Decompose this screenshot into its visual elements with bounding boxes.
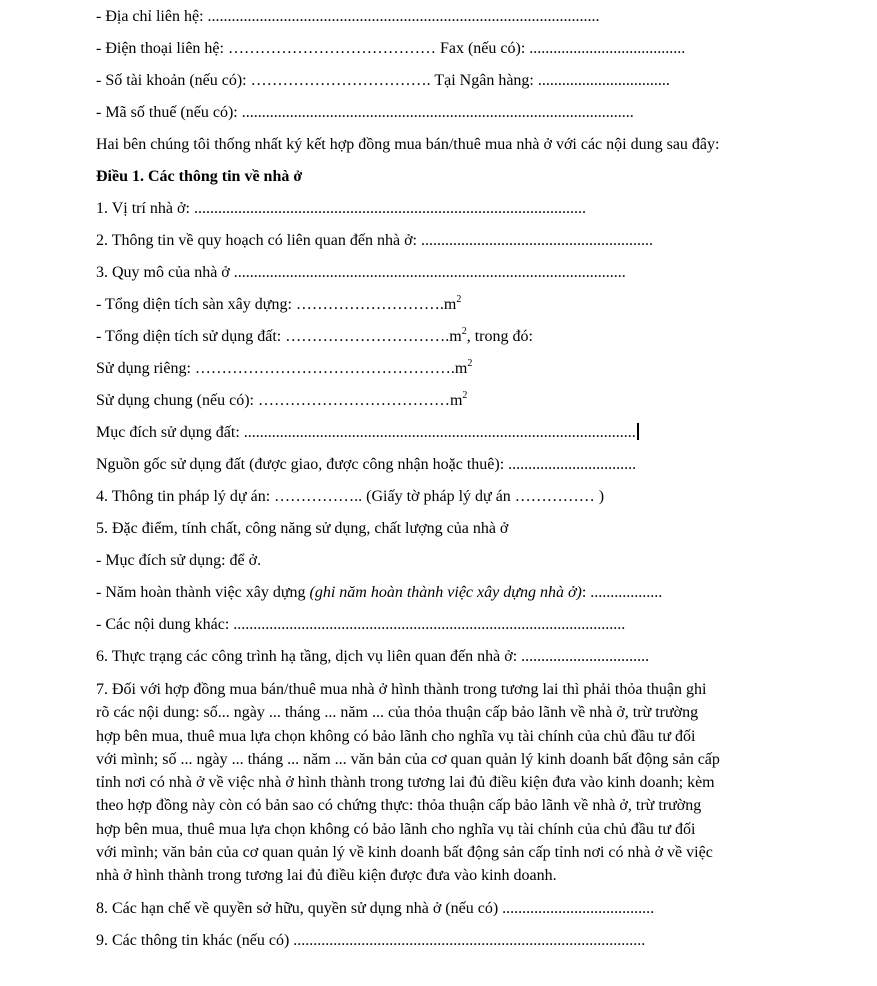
paragraph-line: 7. Đối với hợp đồng mua bán/thuê mua nhà ở hình thành trong tương lai thì phải thỏa thuận ghi — [96, 681, 707, 698]
item-2-planning: 2. Thông tin về quy hoạch có liên quan đến nhà ở: .......................................................... — [96, 232, 653, 249]
construction-year-tail: : .................. — [581, 584, 663, 601]
construction-year-line — [96, 582, 662, 604]
other-content-line: - Các nội dung khác: .................................................................................................. — [96, 616, 626, 633]
bank-account-line: - Số tài khoản (nếu có): ……………………………. Tại Ngân hàng: ................................. — [96, 72, 670, 89]
shared-use-text: Sử dụng chung (nếu có): ………………………………m — [96, 392, 463, 409]
item-3-scale: 3. Quy mô của nhà ở .................................................................................................. — [96, 264, 626, 281]
paragraph-line: với mình; văn bản của cơ quan quản lý về kinh doanh bất động sản cấp tỉnh nơi có nhà ở về việc — [96, 844, 713, 862]
item-6-infrastructure: 6. Thực trạng các công trình hạ tầng, dịch vụ liên quan đến nhà ở: ................................ — [96, 648, 650, 665]
area-superscript: 2 — [461, 326, 467, 337]
land-area-text: - Tổng diện tích sử dụng đất: ………………………….m — [96, 328, 462, 345]
agreement-intro: Hai bên chúng tôi thống nhất ký kết hợp đồng mua bán/thuê mua nhà ở với các nội dung sau đây: — [96, 136, 720, 153]
item-5-characteristics: 5. Đặc điểm, tính chất, công năng sử dụng, chất lượng của nhà ở — [96, 520, 509, 537]
land-purpose-text: Mục đích sử dụng đất: .................................................................................................. — [96, 424, 636, 441]
shared-use-line — [96, 390, 467, 412]
area-superscript: 2 — [467, 358, 473, 369]
item-4-legal-info: 4. Thông tin pháp lý dự án: …………….. (Giấy tờ pháp lý dự án …………… ) — [96, 488, 605, 505]
paragraph-line: nhà ở hình thành trong tương lai đủ điều kiện được đưa vào kinh doanh. — [96, 867, 557, 885]
item-7-paragraph — [96, 678, 786, 888]
item-1-location: 1. Vị trí nhà ở: .................................................................................................. — [96, 200, 586, 217]
paragraph-line: tỉnh nơi có nhà ở về việc nhà ở hình thành trong tương lai đủ điều kiện đưa vào kinh doanh; kèm — [96, 774, 715, 792]
paragraph-line: hợp bên mua, thuê mua lựa chọn không có bảo lãnh cho nghĩa vụ tài chính của chủ đầu tư đối — [96, 820, 696, 838]
paragraph-line: với mình; số ... ngày ... tháng ... năm ... văn bản của cơ quan quản lý kinh doanh bất động sản cấp — [96, 750, 720, 768]
land-area-suffix: , trong đó: — [466, 328, 533, 345]
item-8-restrictions: 8. Các hạn chế về quyền sở hữu, quyền sử dụng nhà ở (nếu có) ...................................... — [96, 900, 655, 917]
area-superscript: 2 — [456, 294, 462, 305]
item-9-other-info: 9. Các thông tin khác (nếu có) ........................................................................................ — [96, 932, 646, 949]
land-origin-line: Nguồn gốc sử dụng đất (được giao, được công nhận hoặc thuê): ................................ — [96, 456, 637, 473]
land-purpose-line[interactable] — [96, 422, 639, 444]
private-use-text: Sử dụng riêng: ………………………………………….m — [96, 360, 468, 377]
private-use-line — [96, 358, 472, 380]
text-cursor — [637, 423, 639, 440]
tax-code-line: - Mã số thuế (nếu có): .................................................................................................. — [96, 104, 634, 121]
paragraph-line: rõ các nội dung: số... ngày ... tháng ... năm ... của thỏa thuận cấp bảo lãnh về nhà ở, trừ trường — [96, 704, 699, 722]
article-1-heading: Điều 1. Các thông tin về nhà ở — [96, 168, 303, 185]
area-superscript: 2 — [462, 390, 468, 401]
paragraph-line: hợp bên mua, thuê mua lựa chọn không có bảo lãnh cho nghĩa vụ tài chính của chủ đầu tư đối — [96, 727, 696, 745]
floor-area-line — [96, 294, 461, 316]
construction-year-label: - Năm hoàn thành việc xây dựng — [96, 584, 310, 601]
floor-area-text: - Tổng diện tích sàn xây dựng: ……………………….m — [96, 296, 457, 313]
paragraph-line: theo hợp đồng này còn có bản sao có chứng thực: thỏa thuận cấp bảo lãnh về nhà ở, trừ trường — [96, 797, 702, 815]
usage-purpose-line: - Mục đích sử dụng: để ở. — [96, 552, 262, 569]
land-area-line — [96, 326, 533, 348]
phone-fax-line: - Điện thoại liên hệ: ………………………………… Fax (nếu có): ....................................... — [96, 40, 686, 57]
construction-year-note: (ghi năm hoàn thành việc xây dựng nhà ở) — [309, 584, 582, 601]
contact-address-line: - Địa chỉ liên hệ: .................................................................................................. — [96, 8, 600, 25]
